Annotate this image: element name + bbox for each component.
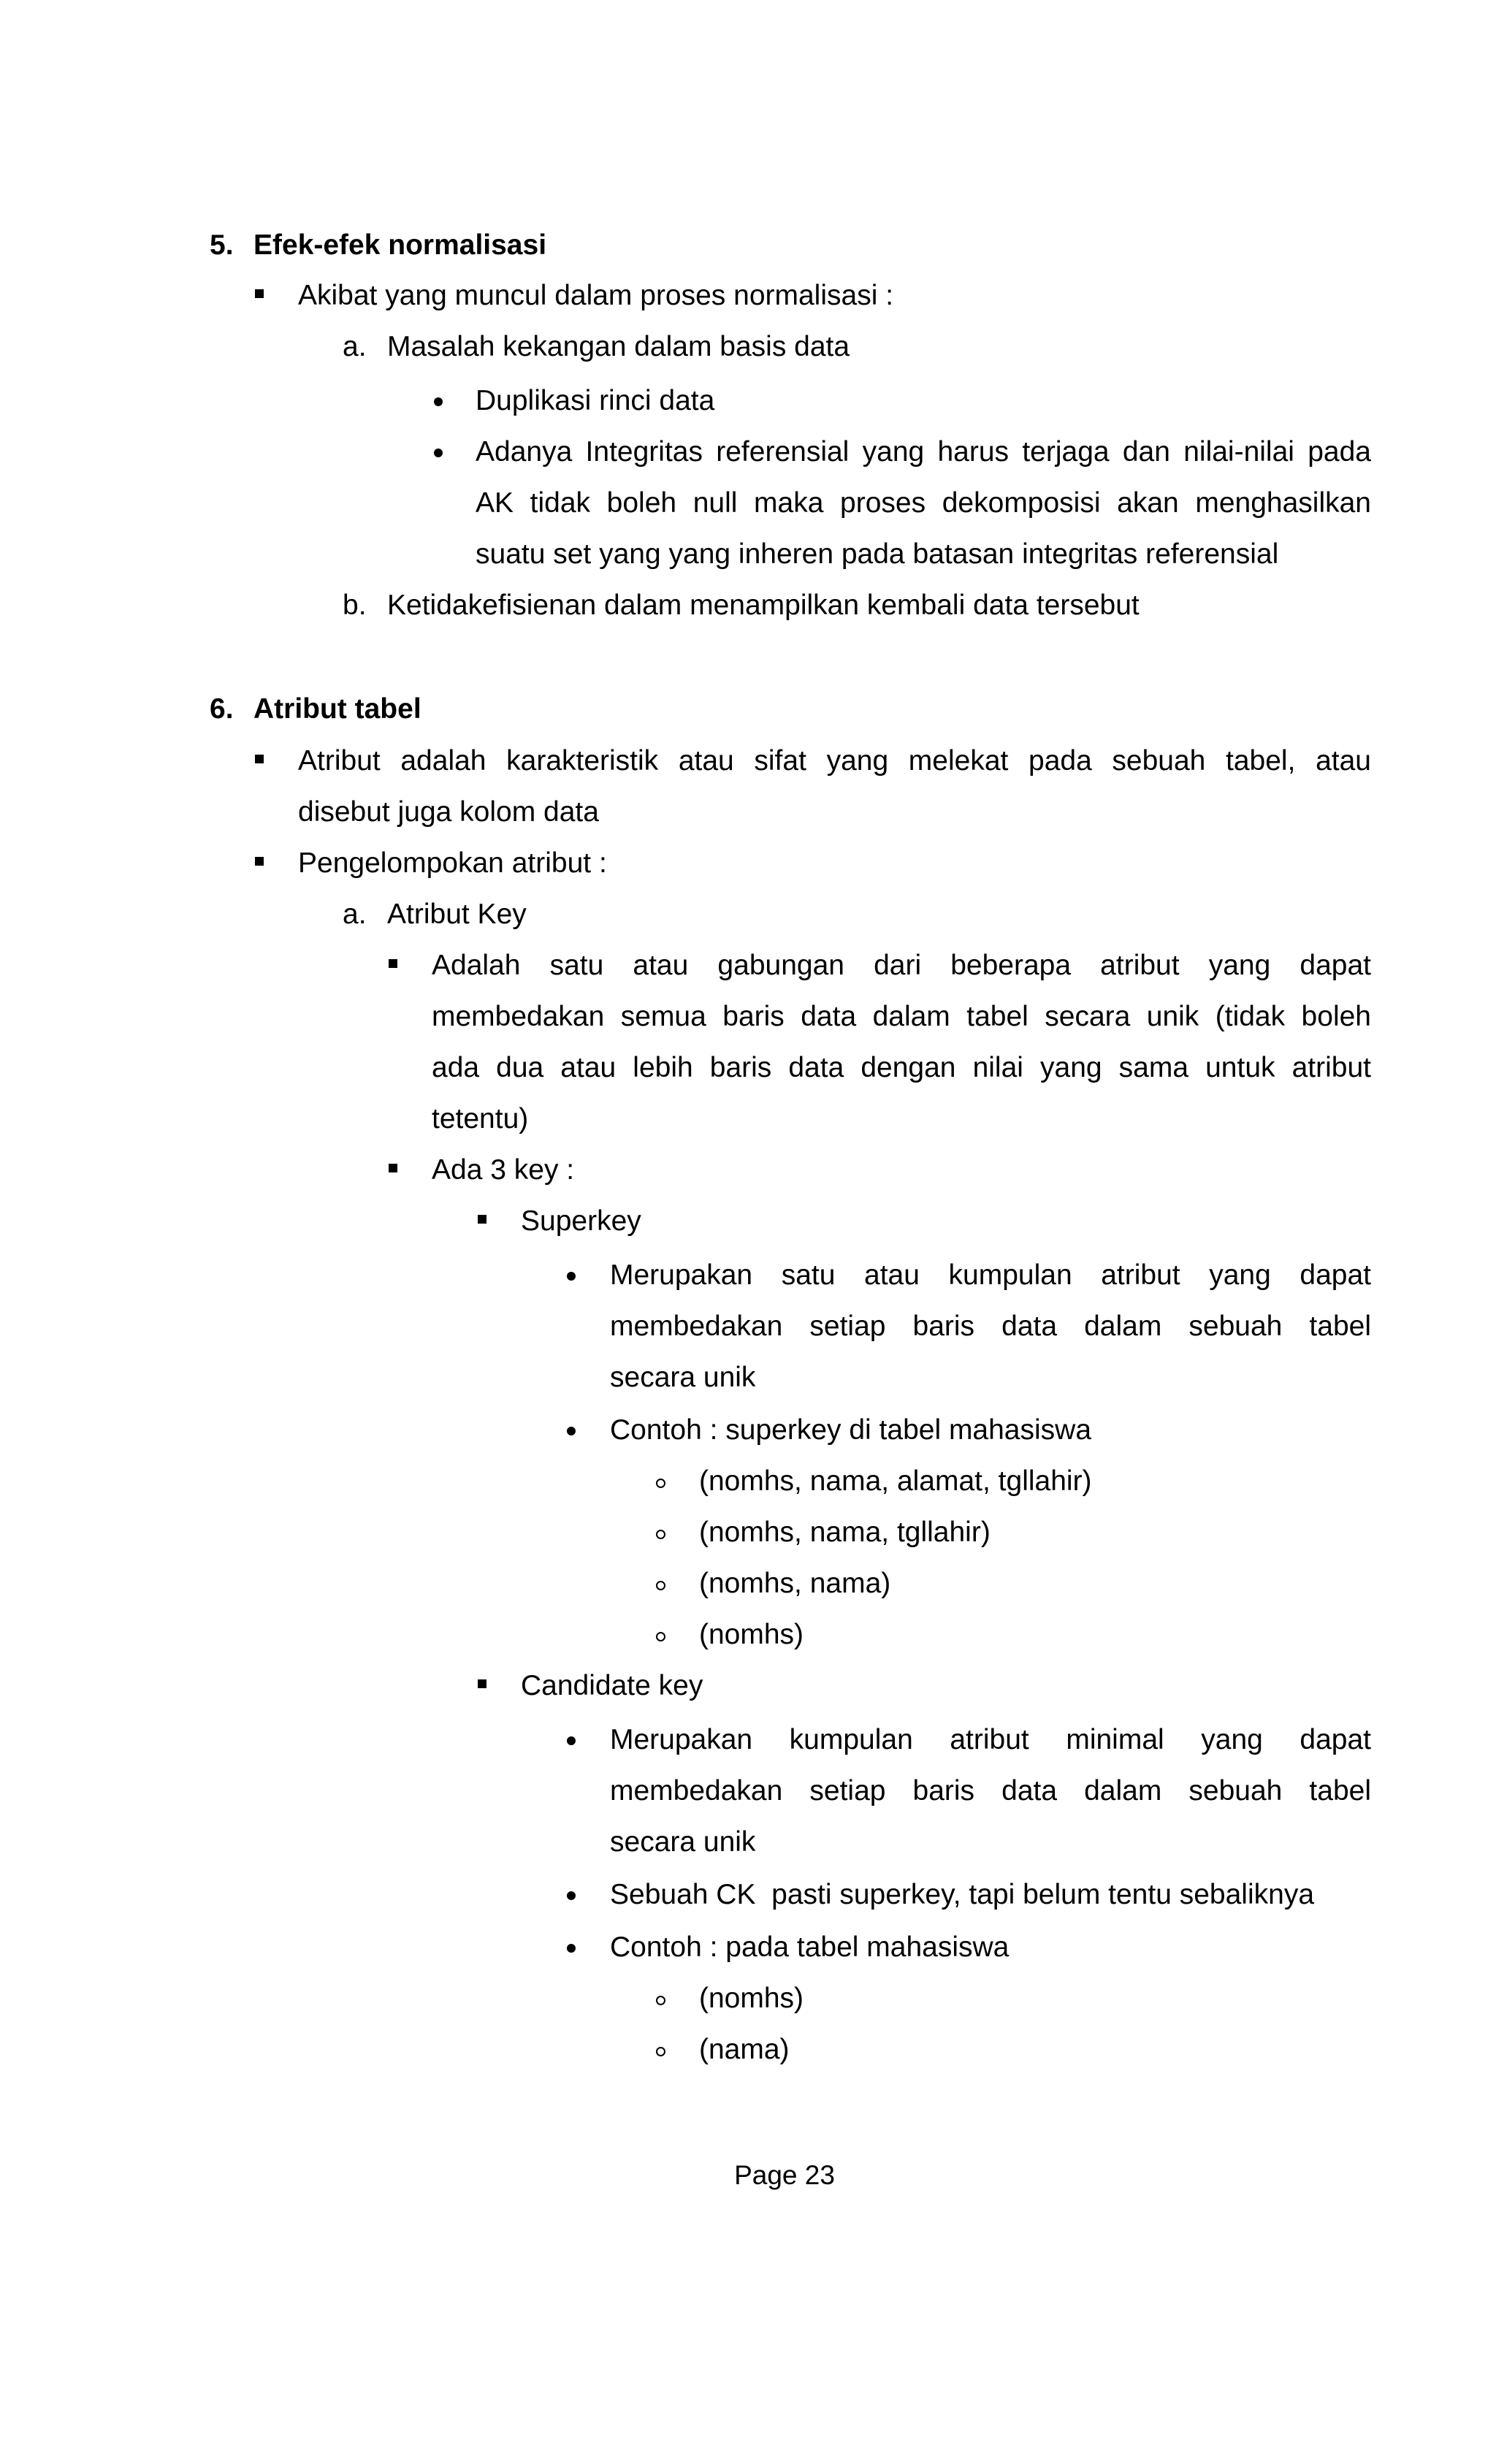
candidate-key-example-item: (nomhs) [699, 1983, 804, 2014]
superkey-title: Superkey [521, 1205, 641, 1237]
dot-bullet-icon [567, 1427, 576, 1435]
superkey-example-item: (nomhs, nama, tgllahir) [699, 1517, 991, 1548]
circle-bullet-icon [656, 1479, 665, 1488]
circle-bullet-icon [656, 2047, 665, 2056]
candidate-key-description: secara unik [610, 1826, 756, 1858]
section-5-b-label: b. [343, 590, 367, 621]
candidate-key-note: Sebuah CK pasti superkey, tapi belum tentu sebaliknya [610, 1879, 1315, 1910]
section-5-b-text: Ketidakefisienan dalam menampilkan kembali data tersebut [387, 590, 1140, 621]
section-5-a-item: suatu set yang yang inheren pada batasan integritas referensial [476, 538, 1279, 570]
candidate-key-example-item: (nama) [699, 2034, 790, 2065]
circle-bullet-icon [656, 1632, 665, 1641]
circle-bullet-icon [656, 1996, 665, 2005]
superkey-description: secara unik [610, 1362, 756, 1393]
dot-bullet-icon [567, 1891, 576, 1900]
candidate-key-example: Contoh : pada tabel mahasiswa [610, 1931, 1010, 1963]
superkey-example: Contoh : superkey di tabel mahasiswa [610, 1414, 1092, 1446]
superkey-example-item: (nomhs, nama) [699, 1568, 891, 1599]
section-5-intro: Akibat yang muncul dalam proses normalisasi : [298, 280, 894, 311]
dot-bullet-icon [567, 1272, 576, 1281]
square-bullet-icon [389, 959, 397, 968]
section-6-a-label: a. [343, 899, 367, 930]
section-6-paragraph: Atribut adalah karakteristik atau sifat yang melekat pada sebuah tabel, atau [298, 745, 1371, 777]
section-6-number: 6. [210, 693, 234, 725]
dot-bullet-icon [434, 397, 443, 406]
section-5-a-item: Adanya Integritas referensial yang harus terjaga dan nilai-nilai pada [476, 436, 1371, 468]
section-6-a-text: Atribut Key [387, 899, 527, 930]
superkey-description: Merupakan satu atau kumpulan atribut yang dapat [610, 1259, 1371, 1291]
square-bullet-icon [255, 857, 264, 866]
section-6-heading: Atribut tabel [253, 693, 421, 725]
candidate-key-title: Candidate key [521, 1670, 703, 1701]
square-bullet-icon [478, 1215, 486, 1224]
superkey-description: membedakan setiap baris data dalam sebuah tabel [610, 1311, 1371, 1342]
section-5-a-text: Masalah kekangan dalam basis data [387, 331, 850, 362]
key-definition: membedakan semua baris data dalam tabel secara unik (tidak boleh [432, 1001, 1371, 1032]
candidate-key-description: membedakan setiap baris data dalam sebuah tabel [610, 1775, 1371, 1807]
square-bullet-icon [478, 1679, 486, 1688]
section-5-a-item: Duplikasi rinci data [476, 385, 715, 416]
dot-bullet-icon [567, 1944, 576, 1953]
key-definition: ada dua atau lebih baris data dengan nilai yang sama untuk atribut [432, 1052, 1371, 1083]
section-6-paragraph: disebut juga kolom data [298, 796, 599, 828]
square-bullet-icon [255, 755, 264, 763]
key-definition: tetentu) [432, 1103, 529, 1134]
page-number: Page 23 [734, 2160, 835, 2190]
keys-intro: Ada 3 key : [432, 1154, 575, 1186]
superkey-example-item: (nomhs, nama, alamat, tgllahir) [699, 1465, 1092, 1497]
section-5-heading: Efek-efek normalisasi [253, 229, 547, 261]
superkey-example-item: (nomhs) [699, 1619, 804, 1650]
section-5-a-label: a. [343, 331, 367, 362]
section-5-a-item: AK tidak boleh null maka proses dekomposisi akan menghasilkan [476, 487, 1371, 519]
square-bullet-icon [389, 1164, 397, 1172]
key-definition: Adalah satu atau gabungan dari beberapa atribut yang dapat [432, 950, 1371, 981]
section-5-number: 5. [210, 229, 234, 261]
square-bullet-icon [255, 289, 264, 298]
section-6-grouping: Pengelompokan atribut : [298, 847, 607, 879]
dot-bullet-icon [567, 1736, 576, 1745]
circle-bullet-icon [656, 1581, 665, 1590]
candidate-key-description: Merupakan kumpulan atribut minimal yang dapat [610, 1724, 1371, 1755]
dot-bullet-icon [434, 449, 443, 457]
circle-bullet-icon [656, 1530, 665, 1539]
